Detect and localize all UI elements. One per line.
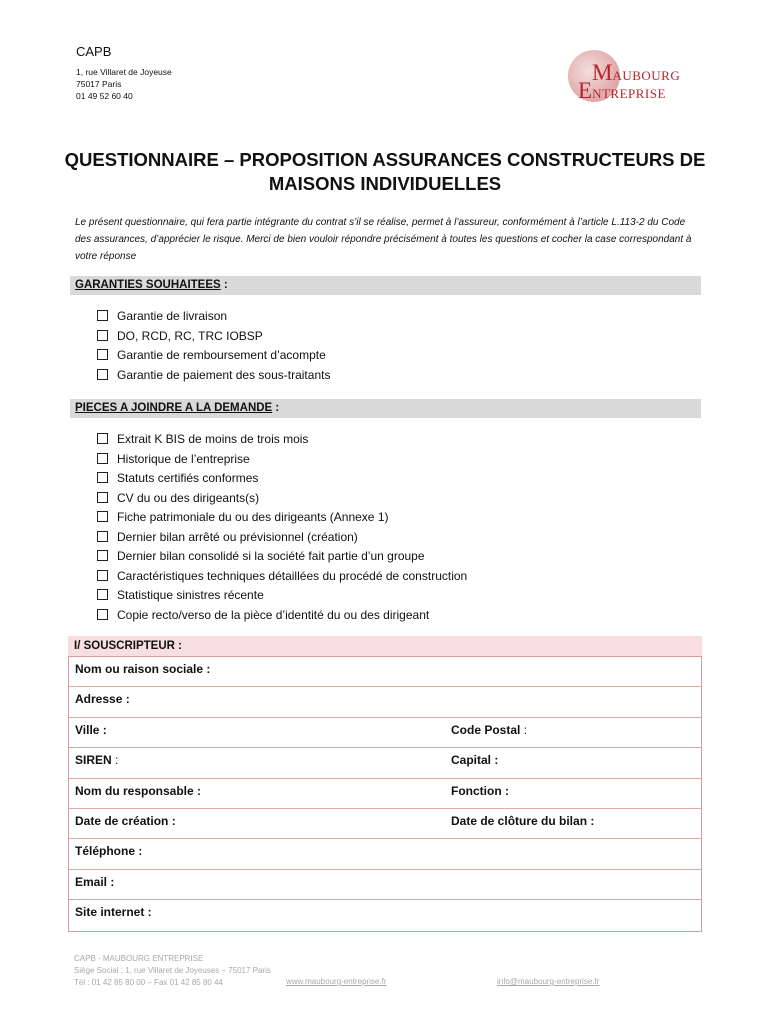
checkbox[interactable] xyxy=(97,550,108,561)
field-label: Adresse : xyxy=(75,692,130,707)
intro-paragraph: Le présent questionnaire, qui fera partie intégrante du contrat s’il se réalise, permet à l’assureur, conformément à l’article L.113-2 du Code des assurances, d’apprécier le risque. Merci de bien vouloir répondre précisément à toutes les questions et cocher la case correspondant à votre réponse xyxy=(75,217,692,262)
list-item xyxy=(97,327,330,347)
field-label: Téléphone : xyxy=(75,844,143,859)
section-souscripteur-heading: I/ SOUSCRIPTEUR : xyxy=(68,636,702,656)
footer-email-link[interactable]: info@maubourg-entreprise.fr xyxy=(497,977,600,986)
address-line-1: 1, rue Villaret de Joyeuse xyxy=(76,67,172,77)
field-label-code-postal: Code Postal xyxy=(451,722,521,737)
item-label: Caractéristiques techniques détaillées du procédé de construction xyxy=(117,568,468,583)
item-label: DO, RCD, RC, TRC IOBSP xyxy=(117,328,263,343)
form-row-responsable[interactable] xyxy=(69,779,701,809)
item-label: Garantie de paiement des sous-traitants xyxy=(117,367,331,382)
list-item xyxy=(97,469,467,489)
logo-word-1: AUBOURG xyxy=(612,68,681,83)
checkbox[interactable] xyxy=(97,589,108,600)
garanties-heading-text: GARANTIES SOUHAITEES xyxy=(75,279,221,291)
checkbox[interactable] xyxy=(97,453,108,464)
item-label: Garantie de remboursement d’acompte xyxy=(117,348,326,362)
checkbox[interactable] xyxy=(97,349,108,360)
logo-initial-e: E xyxy=(578,78,593,103)
item-label: Extrait K BIS de moins de trois mois xyxy=(117,432,309,446)
field-label: Nom ou raison sociale : xyxy=(75,662,211,676)
field-label: Date de création : xyxy=(75,813,176,828)
company-address xyxy=(76,66,172,102)
checkbox[interactable] xyxy=(97,492,108,503)
field-label: Site internet : xyxy=(75,905,152,920)
page-footer xyxy=(74,953,271,989)
list-item xyxy=(97,489,467,509)
list-item xyxy=(97,430,467,450)
logo-initial-m: M xyxy=(592,60,613,85)
form-row-telephone[interactable] xyxy=(69,839,701,869)
checkbox[interactable] xyxy=(97,433,108,444)
checkbox[interactable] xyxy=(97,472,108,483)
field-label-fonction: Fonction : xyxy=(451,783,509,798)
field-label: Email : xyxy=(75,874,115,889)
list-item xyxy=(97,307,330,327)
form-row-nom[interactable] xyxy=(69,657,701,687)
item-label: Dernier bilan consolidé si la société fait partie d’un groupe xyxy=(117,549,425,563)
list-item xyxy=(97,606,467,626)
footer-siege: Siège Social : 1, rue Villaret de Joyeuses – 75017 Paris xyxy=(74,966,271,975)
logo-word-2: NTREPRISE xyxy=(592,86,666,101)
form-row-ville[interactable]: Ville : Code Postal : xyxy=(69,718,701,748)
phone-number: 01 49 52 60 40 xyxy=(76,91,133,101)
item-label: CV du ou des dirigeants(s) xyxy=(117,490,260,505)
heading-colon: : xyxy=(272,402,280,414)
title-line-1: QUESTIONNAIRE – PROPOSITION ASSURANCES CONSTRUCTEURS DE xyxy=(64,149,706,170)
item-label: Statistique sinistres récente xyxy=(117,588,264,602)
field-label-capital: Capital : xyxy=(451,753,499,768)
footer-company: CAPB - MAUBOURG ENTREPRISE xyxy=(74,954,204,963)
form-row-site[interactable] xyxy=(69,900,701,930)
document-title xyxy=(60,148,710,196)
address-line-2: 75017 Paris xyxy=(76,79,122,89)
checkbox[interactable] xyxy=(97,369,108,380)
list-item xyxy=(97,567,467,587)
list-item xyxy=(97,528,467,548)
company-name: CAPB xyxy=(76,44,112,59)
checkbox[interactable] xyxy=(97,570,108,581)
maubourg-logo xyxy=(566,50,686,106)
section-pieces-heading xyxy=(70,399,701,418)
souscripteur-form xyxy=(68,656,702,932)
list-item xyxy=(97,366,330,386)
form-row-siren[interactable]: SIREN : Capital : xyxy=(69,748,701,778)
item-label: Historique de l’entreprise xyxy=(117,451,250,466)
checkbox[interactable] xyxy=(97,330,108,341)
form-row-dates[interactable] xyxy=(69,809,701,839)
item-label: Dernier bilan arrêté ou prévisionnel (création) xyxy=(117,529,358,544)
field-label-date-cloture: Date de clôture du bilan : xyxy=(451,813,595,828)
form-row-email[interactable] xyxy=(69,870,701,900)
item-label: Garantie de livraison xyxy=(117,309,228,323)
pieces-list xyxy=(97,430,467,625)
list-item xyxy=(97,586,467,606)
list-item xyxy=(97,547,467,567)
field-label: Ville : xyxy=(75,722,107,737)
item-label: Fiche patrimoniale du ou des dirigeants (Annexe 1) xyxy=(117,510,389,524)
title-line-2: MAISONS INDIVIDUELLES xyxy=(268,173,502,194)
item-label: Statuts certifiés conformes xyxy=(117,471,259,485)
section-garanties-heading xyxy=(70,276,701,295)
checkbox[interactable] xyxy=(97,531,108,542)
garanties-list xyxy=(97,307,330,385)
list-item xyxy=(97,508,467,528)
heading-colon: : xyxy=(220,279,228,291)
pieces-heading-text: PIECES A JOINDRE A LA DEMANDE xyxy=(75,402,273,414)
item-label: Copie recto/verso de la pièce d’identité du ou des dirigeant xyxy=(117,607,430,622)
field-label: Nom du responsable : xyxy=(75,783,202,798)
list-item xyxy=(97,346,330,366)
list-item xyxy=(97,450,467,470)
form-row-adresse[interactable] xyxy=(69,687,701,717)
checkbox[interactable] xyxy=(97,310,108,321)
checkbox[interactable] xyxy=(97,511,108,522)
footer-tel: Tél : 01 42 85 80 00 – Fax 01 42 85 80 44 xyxy=(74,978,223,987)
field-label-siren: SIREN xyxy=(75,753,112,768)
checkbox[interactable] xyxy=(97,609,108,620)
footer-website-link[interactable]: www.maubourg-entreprise.fr xyxy=(286,977,387,986)
